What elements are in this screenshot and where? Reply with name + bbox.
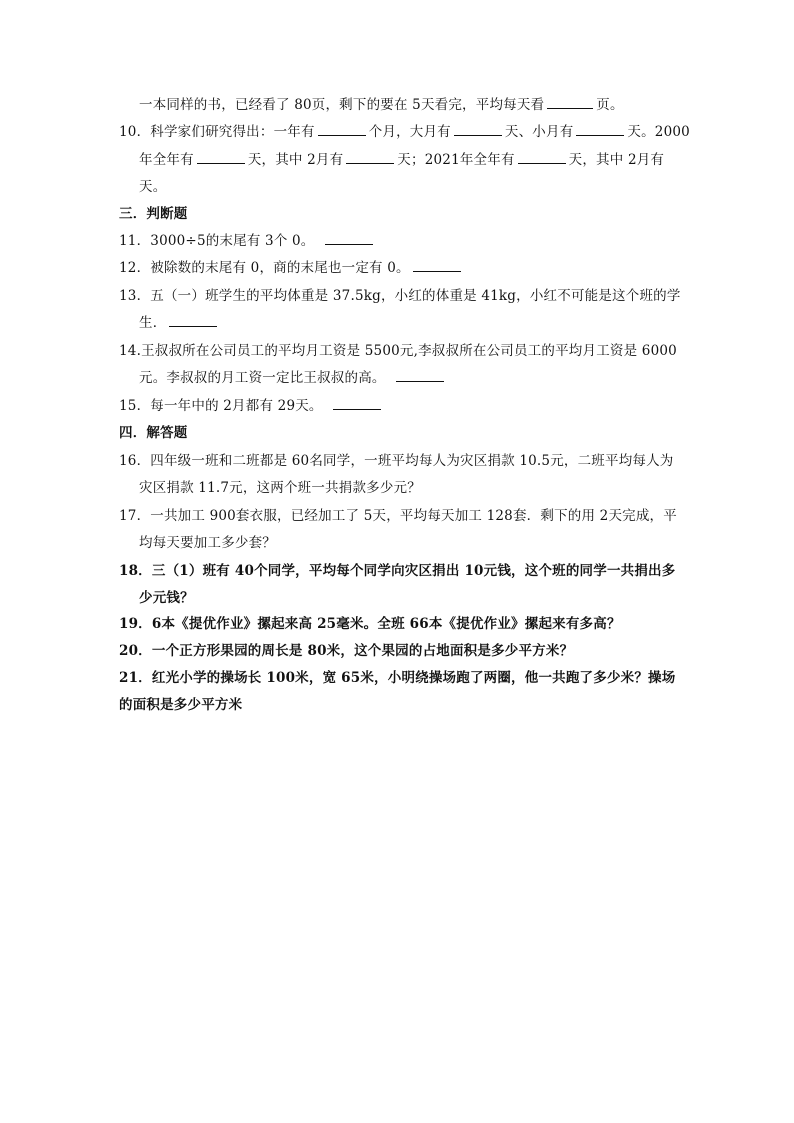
question-10-line-1 (119, 122, 690, 142)
answer-blank[interactable] (547, 95, 593, 109)
question-text: 个月，大月有 (368, 124, 451, 140)
question-18-line-1: 18．三（1）班有 40个同学，平均每个同学向灾区捐出 10元钱，这个班的同学一共捐出多 (119, 563, 676, 579)
answer-blank[interactable] (396, 368, 444, 382)
question-text: 11．3000÷5的末尾有 3个 0。 (119, 233, 315, 249)
question-18-line-2: 少元钱？ (139, 590, 194, 606)
answer-blank[interactable] (318, 122, 366, 136)
question-text: 天，其中 2月有 (247, 152, 344, 168)
question-text: 10．科学家们研究得出：一年有 (119, 124, 315, 140)
answer-blank[interactable] (576, 122, 624, 136)
question-16-line-2: 灾区捐款 11.7元，这两个班一共捐款多少元？ (139, 480, 421, 496)
question-20: 20．一个正方形果园的周长是 80米，这个果园的占地面积是多少平方米？ (119, 643, 574, 659)
question-14-line-1: 14.王叔叔所在公司员工的平均月工资是 5500元,李叔叔所在公司员工的平均月工资是 6000 (119, 343, 677, 359)
question-text: 生． (139, 315, 167, 331)
question-16-line-1: 16．四年级一班和二班都是 60名同学，一班平均每人为灾区捐款 10.5元，二班平均每人为 (119, 453, 674, 469)
question-15 (119, 396, 384, 416)
question-21-line-1: 21．红光小学的操场长 100米，宽 65米，小明绕操场跑了两圈，他一共跑了多少米？操场 (119, 670, 676, 686)
question-17-line-2: 均每天要加工多少套？ (139, 535, 276, 551)
question-10-line-2 (139, 150, 664, 170)
question-17-line-1: 17．一共加工 900套衣服，已经加工了 5天，平均每天加工 128套．剩下的用 2天完成，平 (119, 508, 677, 524)
question-12 (119, 258, 464, 278)
answer-blank[interactable] (169, 313, 217, 327)
question-text: 天。2000 (627, 124, 690, 140)
question-text: 天、小月有 (504, 124, 574, 140)
question-text: 12．被除数的末尾有 0，商的末尾也一定有 0。 (119, 260, 410, 276)
question-11 (119, 231, 376, 251)
question-text: 页。 (596, 97, 624, 113)
answer-blank[interactable] (518, 150, 566, 164)
answer-blank[interactable] (346, 150, 394, 164)
question-9-continuation (139, 95, 624, 115)
answer-blank[interactable] (454, 122, 502, 136)
question-19: 19．6本《提优作业》摞起来高 25毫米。全班 66本《提优作业》摞起来有多高？ (119, 616, 621, 632)
question-13-line-2 (139, 313, 220, 333)
question-text: 天；2021年全年有 (397, 152, 515, 168)
section-heading-judgement: 三．判断题 (119, 206, 188, 222)
question-13-line-1: 13．五（一）班学生的平均体重是 37.5kg，小红的体重是 41kg，小红不可能是这个班的学 (119, 288, 681, 304)
question-10-line-3: 天。 (139, 179, 167, 195)
answer-blank[interactable] (197, 150, 245, 164)
question-14-line-2 (139, 368, 447, 388)
section-heading-word-problems: 四．解答题 (119, 425, 188, 441)
question-text: 年全年有 (139, 152, 194, 168)
answer-blank[interactable] (325, 231, 373, 245)
question-text: 元。李叔叔的月工资一定比王叔叔的高。 (139, 370, 386, 386)
question-21-line-2: 的面积是多少平方米 (119, 697, 243, 713)
question-text: 15．每一年中的 2月都有 29天。 (119, 398, 323, 414)
answer-blank[interactable] (333, 396, 381, 410)
question-text: 一本同样的书，已经看了 80页，剩下的要在 5天看完，平均每天看 (139, 97, 545, 113)
question-text: 天，其中 2月有 (568, 152, 665, 168)
answer-blank[interactable] (413, 258, 461, 272)
